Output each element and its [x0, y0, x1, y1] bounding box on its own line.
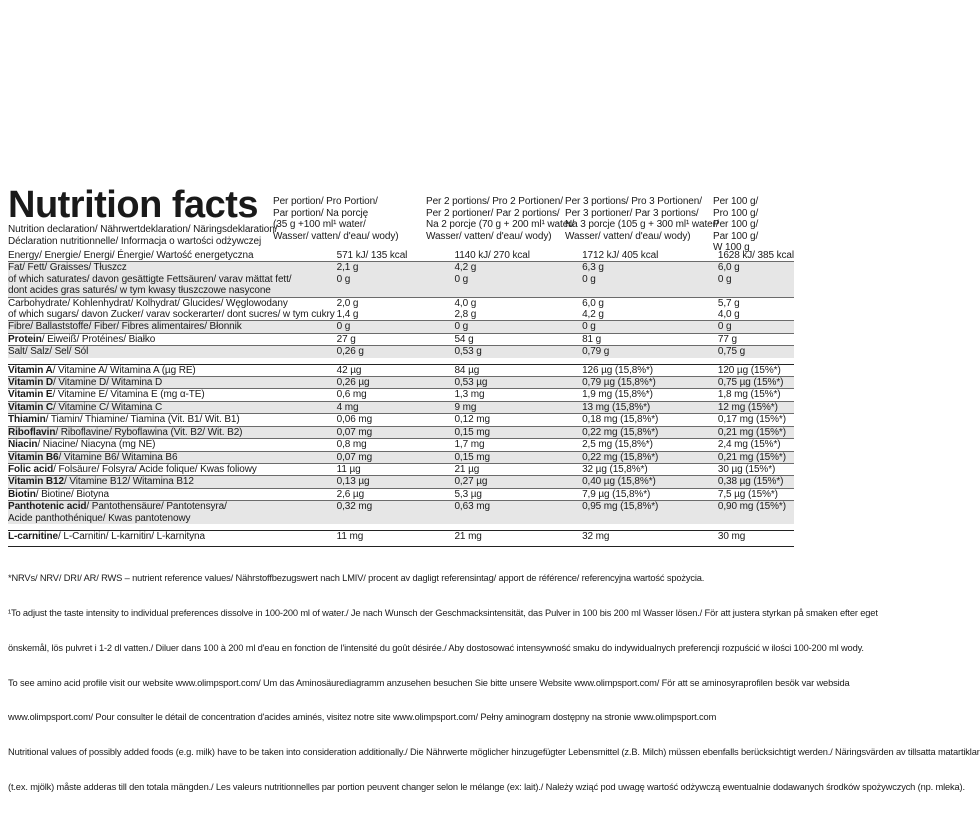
- nutrient-label: [8, 426, 335, 438]
- nutrient-value: 5,7 g 4,0 g: [716, 297, 794, 321]
- nutrient-translations: Fat/ Fett/ Graisses/ Tłuszcz of which saturates/ davon gesättigte Fettsäuren/ varav mättat fett/ dont acides gras saturés/ w tym kwasy tłuszczowe nasycone: [8, 262, 292, 297]
- nutrient-value: 571 kJ/ 135 kcal: [335, 250, 453, 262]
- nutrient-value: 0 g: [335, 321, 453, 333]
- nutrient-value: 120 µg (15%*): [716, 364, 794, 376]
- nutrient-value: 1,3 mg: [452, 389, 580, 401]
- nutrient-value: 1140 kJ/ 270 kcal: [452, 250, 580, 262]
- nutrient-value: 0,75 µg (15%*): [716, 377, 794, 389]
- nutrient-value: 21 mg: [454, 530, 482, 542]
- nutrient-value: 0,40 µg (15,8%*): [580, 476, 716, 488]
- nutrient-value: 0,18 mg (15,8%*): [580, 414, 716, 426]
- column-header-per-100g: Per 100 g/ Pro 100 g/ Per 100 g/ Par 100 g/ W 100 g: [713, 196, 759, 254]
- footnotes: [8, 550, 980, 817]
- nutrient-value: 126 µg (15,8%*): [580, 364, 716, 376]
- nutrient-row: [8, 414, 794, 426]
- nutrient-value: 81 g: [580, 333, 716, 345]
- nutrient-row: [8, 377, 794, 389]
- nutrient-row: [8, 476, 794, 488]
- footnote-line: To see amino acid profile visit our website www.olimpsport.com/ Um das Aminosäurediagramm anzusehen besuchen Sie bitte unsere Website www.olimpsport.com/ För att se aminosyraprofilen besök var websida: [8, 677, 850, 688]
- nutrient-value: 7,5 µg (15%*): [716, 488, 794, 500]
- nutrient-value: 4 mg: [335, 401, 453, 413]
- nutrient-translations: / Vitamine A/ Witamina A (µg RE): [52, 364, 196, 376]
- nutrient-row: [8, 364, 794, 376]
- nutrient-translations: Carbohydrate/ Kohlenhydrat/ Kolhydrat/ Glucides/ Węglowodany of which sugars/ davon Zucker/ varav sockerarter/ dont sucres/ w tym cukry: [8, 297, 335, 321]
- nutrient-name: Panthotenic acid: [8, 501, 87, 513]
- nutrient-value: 0,13 µg: [335, 476, 453, 488]
- nutrient-value: 0,27 µg: [452, 476, 580, 488]
- nutrient-label: [8, 439, 335, 451]
- nutrient-label: [8, 463, 335, 475]
- nutrient-value: 0,21 mg (15%*): [716, 426, 794, 438]
- nutrient-value: 0,17 mg (15%*): [716, 414, 794, 426]
- nutrient-value: 30 µg (15%*): [716, 463, 794, 475]
- nutrient-value: 0,38 µg (15%*): [716, 476, 794, 488]
- nutrient-translations: / Niacine/ Niacyna (mg NE): [37, 439, 156, 451]
- nutrient-value: 0,21 mg (15%*): [716, 451, 794, 463]
- nutrient-row: [8, 426, 794, 438]
- nutrient-value: 0,6 mg: [335, 389, 453, 401]
- footnote-line: *NRVs/ NRV/ DRI/ AR/ RWS – nutrient reference values/ Nährstoffbezugswert nach LMIV/ procent av dagligt referensintag/ apport de référence/ referencyjna wartość spożycia.: [8, 573, 705, 584]
- nutrient-translations: / Tiamin/ Thiamine/ Tiamina (Vit. B1/ Wit. B1): [45, 414, 240, 426]
- nutrient-value: 0 g: [452, 321, 580, 333]
- nutrient-label: [8, 250, 335, 262]
- nutrient-name: Folic acid: [8, 463, 54, 475]
- nutrient-value: 12 mg (15%*): [716, 401, 794, 413]
- nutrient-row: [8, 250, 794, 262]
- nutrient-value: 4,2 g 0 g: [452, 262, 580, 297]
- nutrient-value: 0,26 g: [335, 346, 453, 358]
- nutrient-value: 84 µg: [452, 364, 580, 376]
- nutrient-value: 0 g: [716, 321, 794, 333]
- nutrient-value: 32 mg: [582, 530, 610, 542]
- nutrient-label: [8, 364, 335, 376]
- nutrient-value: 13 mg (15,8%*): [580, 401, 716, 413]
- nutrient-value: 2,5 mg (15,8%*): [580, 439, 716, 451]
- nutrient-row: [8, 321, 794, 333]
- nutrient-label: [8, 262, 335, 297]
- nutrient-row: [8, 488, 794, 500]
- nutrient-name: Niacin: [8, 439, 38, 451]
- nutrient-value: 1,7 mg: [452, 439, 580, 451]
- column-header-per-portion: Per portion/ Pro Portion/ Par portion/ Na porcję (35 g +100 ml¹ water/ Wasser/ vatten/ d'eau/ wody): [273, 196, 399, 242]
- footnote-line: Nutritional values of possibly added foods (e.g. milk) have to be taken into consideration additionally./ Die Nährwerte möglicher hinzugefügter Lebensmittel (z.B. Milch) müssen ebenfalls berücksichtigt werden./ Näringsvärden av tillsatta matartiklar: [8, 747, 980, 758]
- nutrient-label: [8, 346, 335, 358]
- nutrient-value: 0,07 mg: [335, 426, 453, 438]
- nutrient-value: 0,22 mg (15,8%*): [580, 451, 716, 463]
- nutrient-translations: Fibre/ Ballaststoffe/ Fiber/ Fibres alimentaires/ Błonnik: [8, 321, 242, 333]
- nutrient-value: 42 µg: [335, 364, 453, 376]
- nutrient-value: 9 mg: [452, 401, 580, 413]
- nutrient-value: 11 µg: [335, 463, 453, 475]
- nutrient-label: [8, 377, 335, 389]
- footnote-divider: [8, 546, 794, 547]
- nutrient-value: 0,90 mg (15%*): [716, 501, 794, 524]
- nutrient-value: 2,1 g 0 g: [335, 262, 453, 297]
- nutrient-value: 6,3 g 0 g: [580, 262, 716, 297]
- nutrient-name: Vitamin E: [8, 389, 53, 401]
- nutrition-declaration-label: Nutrition declaration/ Nährwertdeklaration/ Näringsdeklaration/ Déclaration nutritionnelle/ Informacja o wartości odżywczej: [8, 224, 278, 247]
- nutrient-name: Thiamin: [8, 414, 46, 426]
- nutrient-label: [8, 414, 335, 426]
- footnote-line: ¹To adjust the taste intensity to individual preferences dissolve in 100-200 ml of water./ Je nach Wunsch der Geschmacksintensität, das Pulver in 100 bis 200 ml Wasser lösen./ För att justera styrkan på smaken efter eget: [8, 607, 878, 618]
- nutrient-translations: Salt/ Salz/ Sel/ Sól: [8, 346, 89, 358]
- nutrient-name: Biotin: [8, 488, 36, 500]
- nutrient-label: [8, 530, 335, 542]
- nutrient-value: 0,8 mg: [335, 439, 453, 451]
- nutrient-row: [8, 401, 794, 413]
- footnote-line: önskemål, lös pulvret i 1-2 dl vatten./ Diluer dans 100 à 200 ml d'eau en fonction de l'intensité du goût désirée./ Aby dostosować intensywność smaku do indywidualnych preferencji rozpuścić w ilości 100-200 ml wody.: [8, 642, 864, 653]
- nutrient-value: 0,75 g: [716, 346, 794, 358]
- nutrient-value: 0,06 mg: [335, 414, 453, 426]
- nutrient-translations: / Biotine/ Biotyna: [35, 488, 109, 500]
- nutrient-value: 0,15 mg: [452, 426, 580, 438]
- nutrient-value: 1,8 mg (15%*): [716, 389, 794, 401]
- nutrient-value: 11 mg: [336, 530, 364, 542]
- nutrient-value: 0,79 g: [580, 346, 716, 358]
- nutrition-facts-title: Nutrition facts: [8, 184, 259, 226]
- nutrient-row: [8, 451, 794, 463]
- nutrient-value: 6,0 g 4,2 g: [580, 297, 716, 321]
- nutrient-value: 0,95 mg (15,8%*): [580, 501, 716, 524]
- nutrient-value: 27 g: [335, 333, 453, 345]
- nutrient-value: 0,63 mg: [452, 501, 580, 524]
- nutrient-value: 0,22 mg (15,8%*): [580, 426, 716, 438]
- nutrient-translations: / Vitamine B12/ Witamina B12: [63, 476, 194, 488]
- nutrient-label: [8, 401, 335, 413]
- nutrient-translations: / Vitamine D/ Witamina D: [53, 377, 163, 389]
- nutrient-translations: Energy/ Energie/ Energi/ Énergie/ Wartość energetyczna: [8, 250, 254, 261]
- nutrient-value: 2,4 mg (15%*): [716, 439, 794, 451]
- nutrient-translations: / Vitamine B6/ Witamina B6: [58, 451, 178, 463]
- footnote-line: www.olimpsport.com/ Pour consulter le détail de concentration d'acides aminés, visitez notre site www.olimpsport.com/ Pełny aminogram dostępny na stronie www.olimpsport.com: [8, 712, 717, 723]
- nutrient-row: [8, 439, 794, 451]
- nutrient-value: 0 g: [580, 321, 716, 333]
- nutrient-name: Vitamin A: [8, 364, 53, 376]
- nutrient-label: [8, 389, 335, 401]
- nutrient-value: 5,3 µg: [452, 488, 580, 500]
- nutrient-name: Riboflavin: [8, 426, 56, 438]
- nutrient-name: Vitamin C: [8, 401, 54, 413]
- nutrient-name: Vitamin B12: [8, 476, 64, 488]
- nutrient-name: L-carnitine: [8, 530, 59, 542]
- nutrient-value: 32 µg (15,8%*): [580, 463, 716, 475]
- nutrient-row: [8, 389, 794, 401]
- nutrient-translations: / Riboflavine/ Ryboflawina (Vit. B2/ Wit. B2): [55, 426, 243, 438]
- nutrient-value: 1712 kJ/ 405 kcal: [580, 250, 716, 262]
- nutrient-name: Vitamin D: [8, 377, 54, 389]
- nutrient-name: Protein: [8, 333, 42, 345]
- nutrient-label: [8, 501, 335, 524]
- nutrient-value: 30 mg: [717, 530, 746, 542]
- nutrient-value: 7,9 µg (15,8%*): [580, 488, 716, 500]
- nutrient-value: 0,07 mg: [335, 451, 453, 463]
- nutrient-value: 77 g: [716, 333, 794, 345]
- nutrient-name: Vitamin B6: [8, 451, 59, 463]
- nutrient-value: 0,53 g: [452, 346, 580, 358]
- nutrient-label: [8, 451, 335, 463]
- nutrient-value: 0,32 mg: [335, 501, 453, 524]
- column-header-per-3-portions: Per 3 portions/ Pro 3 Portionen/ Per 3 portioner/ Par 3 portions/ Na 3 porcje (105 g + 300 ml¹ water/ Wasser/ vatten/ d'eau/ wody): [565, 196, 719, 242]
- nutrient-row: [8, 463, 794, 475]
- nutrition-table: [8, 250, 794, 542]
- nutrient-row: [8, 297, 794, 321]
- nutrient-value: 0,12 mg: [452, 414, 580, 426]
- nutrient-value: 21 µg: [452, 463, 580, 475]
- nutrient-label: [8, 488, 335, 500]
- nutrient-translations: / Vitamine E/ Vitamina E (mg α-TE): [52, 389, 205, 401]
- nutrient-value: 0,15 mg: [452, 451, 580, 463]
- nutrient-value: 0,53 µg: [452, 377, 580, 389]
- nutrient-value: 6,0 g 0 g: [716, 262, 794, 297]
- nutrient-translations: / Pantothensäure/ Pantotensyra/ Acide panthothénique/ Kwas pantotenowy: [8, 501, 227, 524]
- nutrient-value: 1,9 mg (15,8%*): [580, 389, 716, 401]
- nutrient-translations: / Folsäure/ Folsyra/ Acide folique/ Kwas foliowy: [53, 463, 257, 475]
- nutrient-translations: / Eiweiß/ Protéines/ Białko: [41, 333, 156, 345]
- nutrient-value: 2,6 µg: [335, 488, 453, 500]
- nutrient-translations: / Vitamine C/ Witamina C: [53, 401, 163, 413]
- nutrient-value: 0,79 µg (15,8%*): [580, 377, 716, 389]
- nutrient-row: [8, 530, 794, 542]
- nutrient-label: [8, 333, 335, 345]
- nutrient-value: 2,0 g 1,4 g: [335, 297, 453, 321]
- nutrient-value: 4,0 g 2,8 g: [452, 297, 580, 321]
- nutrient-value: 1628 kJ/ 385 kcal: [717, 250, 794, 261]
- column-header-per-2-portions: Per 2 portions/ Pro 2 Portionen/ Per 2 portioner/ Par 2 portions/ Na 2 porcje (70 g + 200 ml¹ water/ Wasser/ vatten/ d'eau/ wody): [426, 196, 575, 242]
- nutrient-label: [8, 476, 335, 488]
- nutrient-row: [8, 262, 794, 297]
- nutrient-value: 0,26 µg: [335, 377, 453, 389]
- nutrient-label: [8, 321, 335, 333]
- nutrient-value: 54 g: [452, 333, 580, 345]
- nutrient-row: [8, 501, 794, 524]
- footnote-line: (t.ex. mjölk) måste adderas till den totala mängden./ Les valeurs nutritionnelles par portion peuvent changer selon le mélange (ex: lait)./ Należy wziąć pod uwagę wartość odżywczą ewentualnie dodawanych środków spożywczych (np. mleka).: [8, 781, 965, 792]
- nutrient-row: [8, 333, 794, 345]
- nutrient-label: [8, 297, 335, 321]
- nutrient-row: [8, 346, 794, 358]
- nutrient-translations: / L-Carnitin/ L-karnitin/ L-karnityna: [58, 530, 205, 542]
